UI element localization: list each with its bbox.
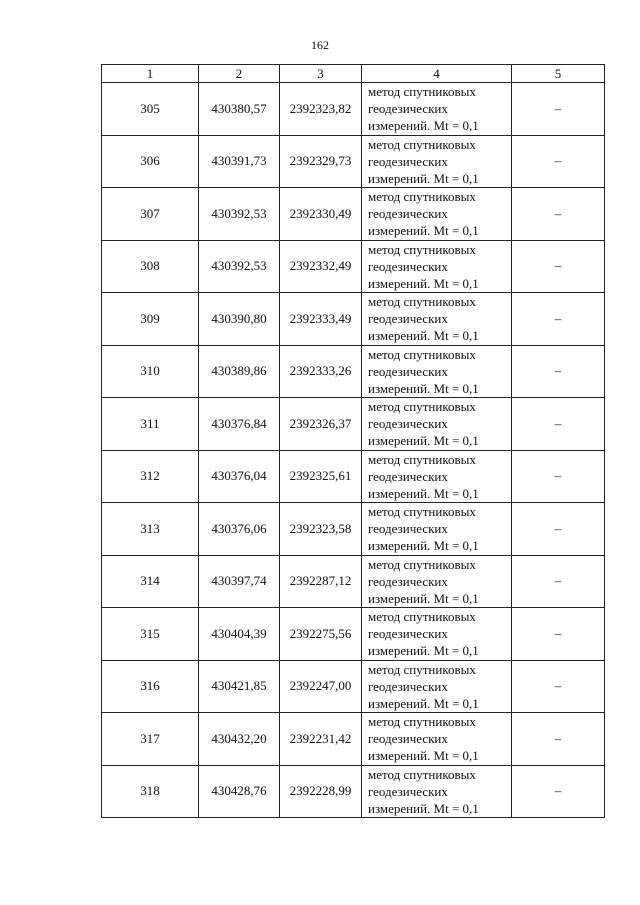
point-number-cell: 309 [102,293,199,346]
note-cell: – [512,555,605,608]
method-line: измерений. Mt = 0,1 [368,433,479,449]
method-line: метод спутниковых [368,399,476,415]
method-cell [362,555,512,608]
column-header: 1 [102,65,199,83]
note-cell: – [512,765,605,818]
x-coordinate-cell: 430432,20 [199,713,280,766]
method-line: измерений. Mt = 0,1 [368,800,479,816]
note-cell: – [512,503,605,556]
method-line: метод спутниковых [368,766,476,782]
method-line: метод спутниковых [368,714,476,730]
point-number-cell: 305 [102,83,199,136]
method-cell [362,450,512,503]
method-line: геодезических [368,153,448,169]
table-row [102,135,605,188]
table-row [102,608,605,661]
note-cell: – [512,608,605,661]
method-line: метод спутниковых [368,136,476,152]
method-line: измерений. Mt = 0,1 [368,748,479,764]
point-number-cell: 315 [102,608,199,661]
method-line: геодезических [368,626,448,642]
y-coordinate-cell: 2392228,99 [280,765,362,818]
note-cell: – [512,713,605,766]
table-header [102,65,605,83]
point-number-cell: 312 [102,450,199,503]
method-line: геодезических [368,521,448,537]
note-cell: – [512,293,605,346]
x-coordinate-cell: 430389,86 [199,345,280,398]
y-coordinate-cell: 2392333,49 [280,293,362,346]
method-cell [362,765,512,818]
method-line: измерений. Mt = 0,1 [368,643,479,659]
y-coordinate-cell: 2392329,73 [280,135,362,188]
method-cell [362,608,512,661]
method-line: геодезических [368,258,448,274]
method-line: метод спутниковых [368,189,476,205]
table-row [102,240,605,293]
x-coordinate-cell: 430404,39 [199,608,280,661]
method-line: измерений. Mt = 0,1 [368,118,479,134]
header-row [102,65,605,83]
y-coordinate-cell: 2392333,26 [280,345,362,398]
method-line: геодезических [368,101,448,117]
note-cell: – [512,240,605,293]
method-line: метод спутниковых [368,556,476,572]
method-line: геодезических [368,678,448,694]
table-row [102,293,605,346]
point-number-cell: 308 [102,240,199,293]
x-coordinate-cell: 430428,76 [199,765,280,818]
y-coordinate-cell: 2392247,00 [280,660,362,713]
table-row [102,188,605,241]
method-cell [362,503,512,556]
x-coordinate-cell: 430380,57 [199,83,280,136]
x-coordinate-cell: 430390,80 [199,293,280,346]
y-coordinate-cell: 2392323,82 [280,83,362,136]
method-line: измерений. Mt = 0,1 [368,590,479,606]
y-coordinate-cell: 2392332,49 [280,240,362,293]
point-number-cell: 317 [102,713,199,766]
point-number-cell: 311 [102,398,199,451]
note-cell: – [512,345,605,398]
table-row [102,83,605,136]
note-cell: – [512,188,605,241]
coordinates-table [101,64,605,818]
method-line: измерений. Mt = 0,1 [368,328,479,344]
method-line: геодезических [368,731,448,747]
note-cell: – [512,83,605,136]
method-line: геодезических [368,206,448,222]
method-cell [362,713,512,766]
x-coordinate-cell: 430376,06 [199,503,280,556]
table-row [102,345,605,398]
method-line: метод спутниковых [368,451,476,467]
method-line: геодезических [368,363,448,379]
table-row [102,450,605,503]
table-row [102,398,605,451]
method-line: метод спутниковых [368,609,476,625]
table-row [102,503,605,556]
note-cell: – [512,450,605,503]
y-coordinate-cell: 2392231,42 [280,713,362,766]
point-number-cell: 306 [102,135,199,188]
method-line: метод спутниковых [368,84,476,100]
method-line: измерений. Mt = 0,1 [368,275,479,291]
method-cell [362,188,512,241]
y-coordinate-cell: 2392275,56 [280,608,362,661]
page-number: 162 [311,38,329,52]
method-line: геодезических [368,573,448,589]
method-line: измерений. Mt = 0,1 [368,538,479,554]
y-coordinate-cell: 2392287,12 [280,555,362,608]
x-coordinate-cell: 430376,04 [199,450,280,503]
table-row [102,660,605,713]
method-line: измерений. Mt = 0,1 [368,695,479,711]
method-line: метод спутниковых [368,294,476,310]
x-coordinate-cell: 430376,84 [199,398,280,451]
method-line: геодезических [368,416,448,432]
method-line: геодезических [368,783,448,799]
method-line: метод спутниковых [368,504,476,520]
table-row [102,555,605,608]
x-coordinate-cell: 430421,85 [199,660,280,713]
method-cell [362,135,512,188]
column-header: 3 [280,65,362,83]
y-coordinate-cell: 2392326,37 [280,398,362,451]
method-line: метод спутниковых [368,241,476,257]
table-body [102,83,605,818]
x-coordinate-cell: 430392,53 [199,240,280,293]
x-coordinate-cell: 430397,74 [199,555,280,608]
method-cell [362,240,512,293]
point-number-cell: 307 [102,188,199,241]
column-header: 2 [199,65,280,83]
method-line: метод спутниковых [368,346,476,362]
column-header: 4 [362,65,512,83]
x-coordinate-cell: 430391,73 [199,135,280,188]
method-line: метод спутниковых [368,661,476,677]
point-number-cell: 316 [102,660,199,713]
note-cell: – [512,660,605,713]
point-number-cell: 313 [102,503,199,556]
method-line: геодезических [368,311,448,327]
method-line: измерений. Mt = 0,1 [368,223,479,239]
point-number-cell: 310 [102,345,199,398]
y-coordinate-cell: 2392325,61 [280,450,362,503]
point-number-cell: 314 [102,555,199,608]
method-line: геодезических [368,468,448,484]
method-line: измерений. Mt = 0,1 [368,170,479,186]
y-coordinate-cell: 2392330,49 [280,188,362,241]
table-row [102,765,605,818]
method-cell [362,83,512,136]
point-number-cell: 318 [102,765,199,818]
table-row [102,713,605,766]
method-cell [362,398,512,451]
method-line: измерений. Mt = 0,1 [368,485,479,501]
method-cell [362,293,512,346]
method-cell [362,345,512,398]
note-cell: – [512,398,605,451]
x-coordinate-cell: 430392,53 [199,188,280,241]
method-line: измерений. Mt = 0,1 [368,380,479,396]
y-coordinate-cell: 2392323,58 [280,503,362,556]
method-cell [362,660,512,713]
note-cell: – [512,135,605,188]
column-header: 5 [512,65,605,83]
